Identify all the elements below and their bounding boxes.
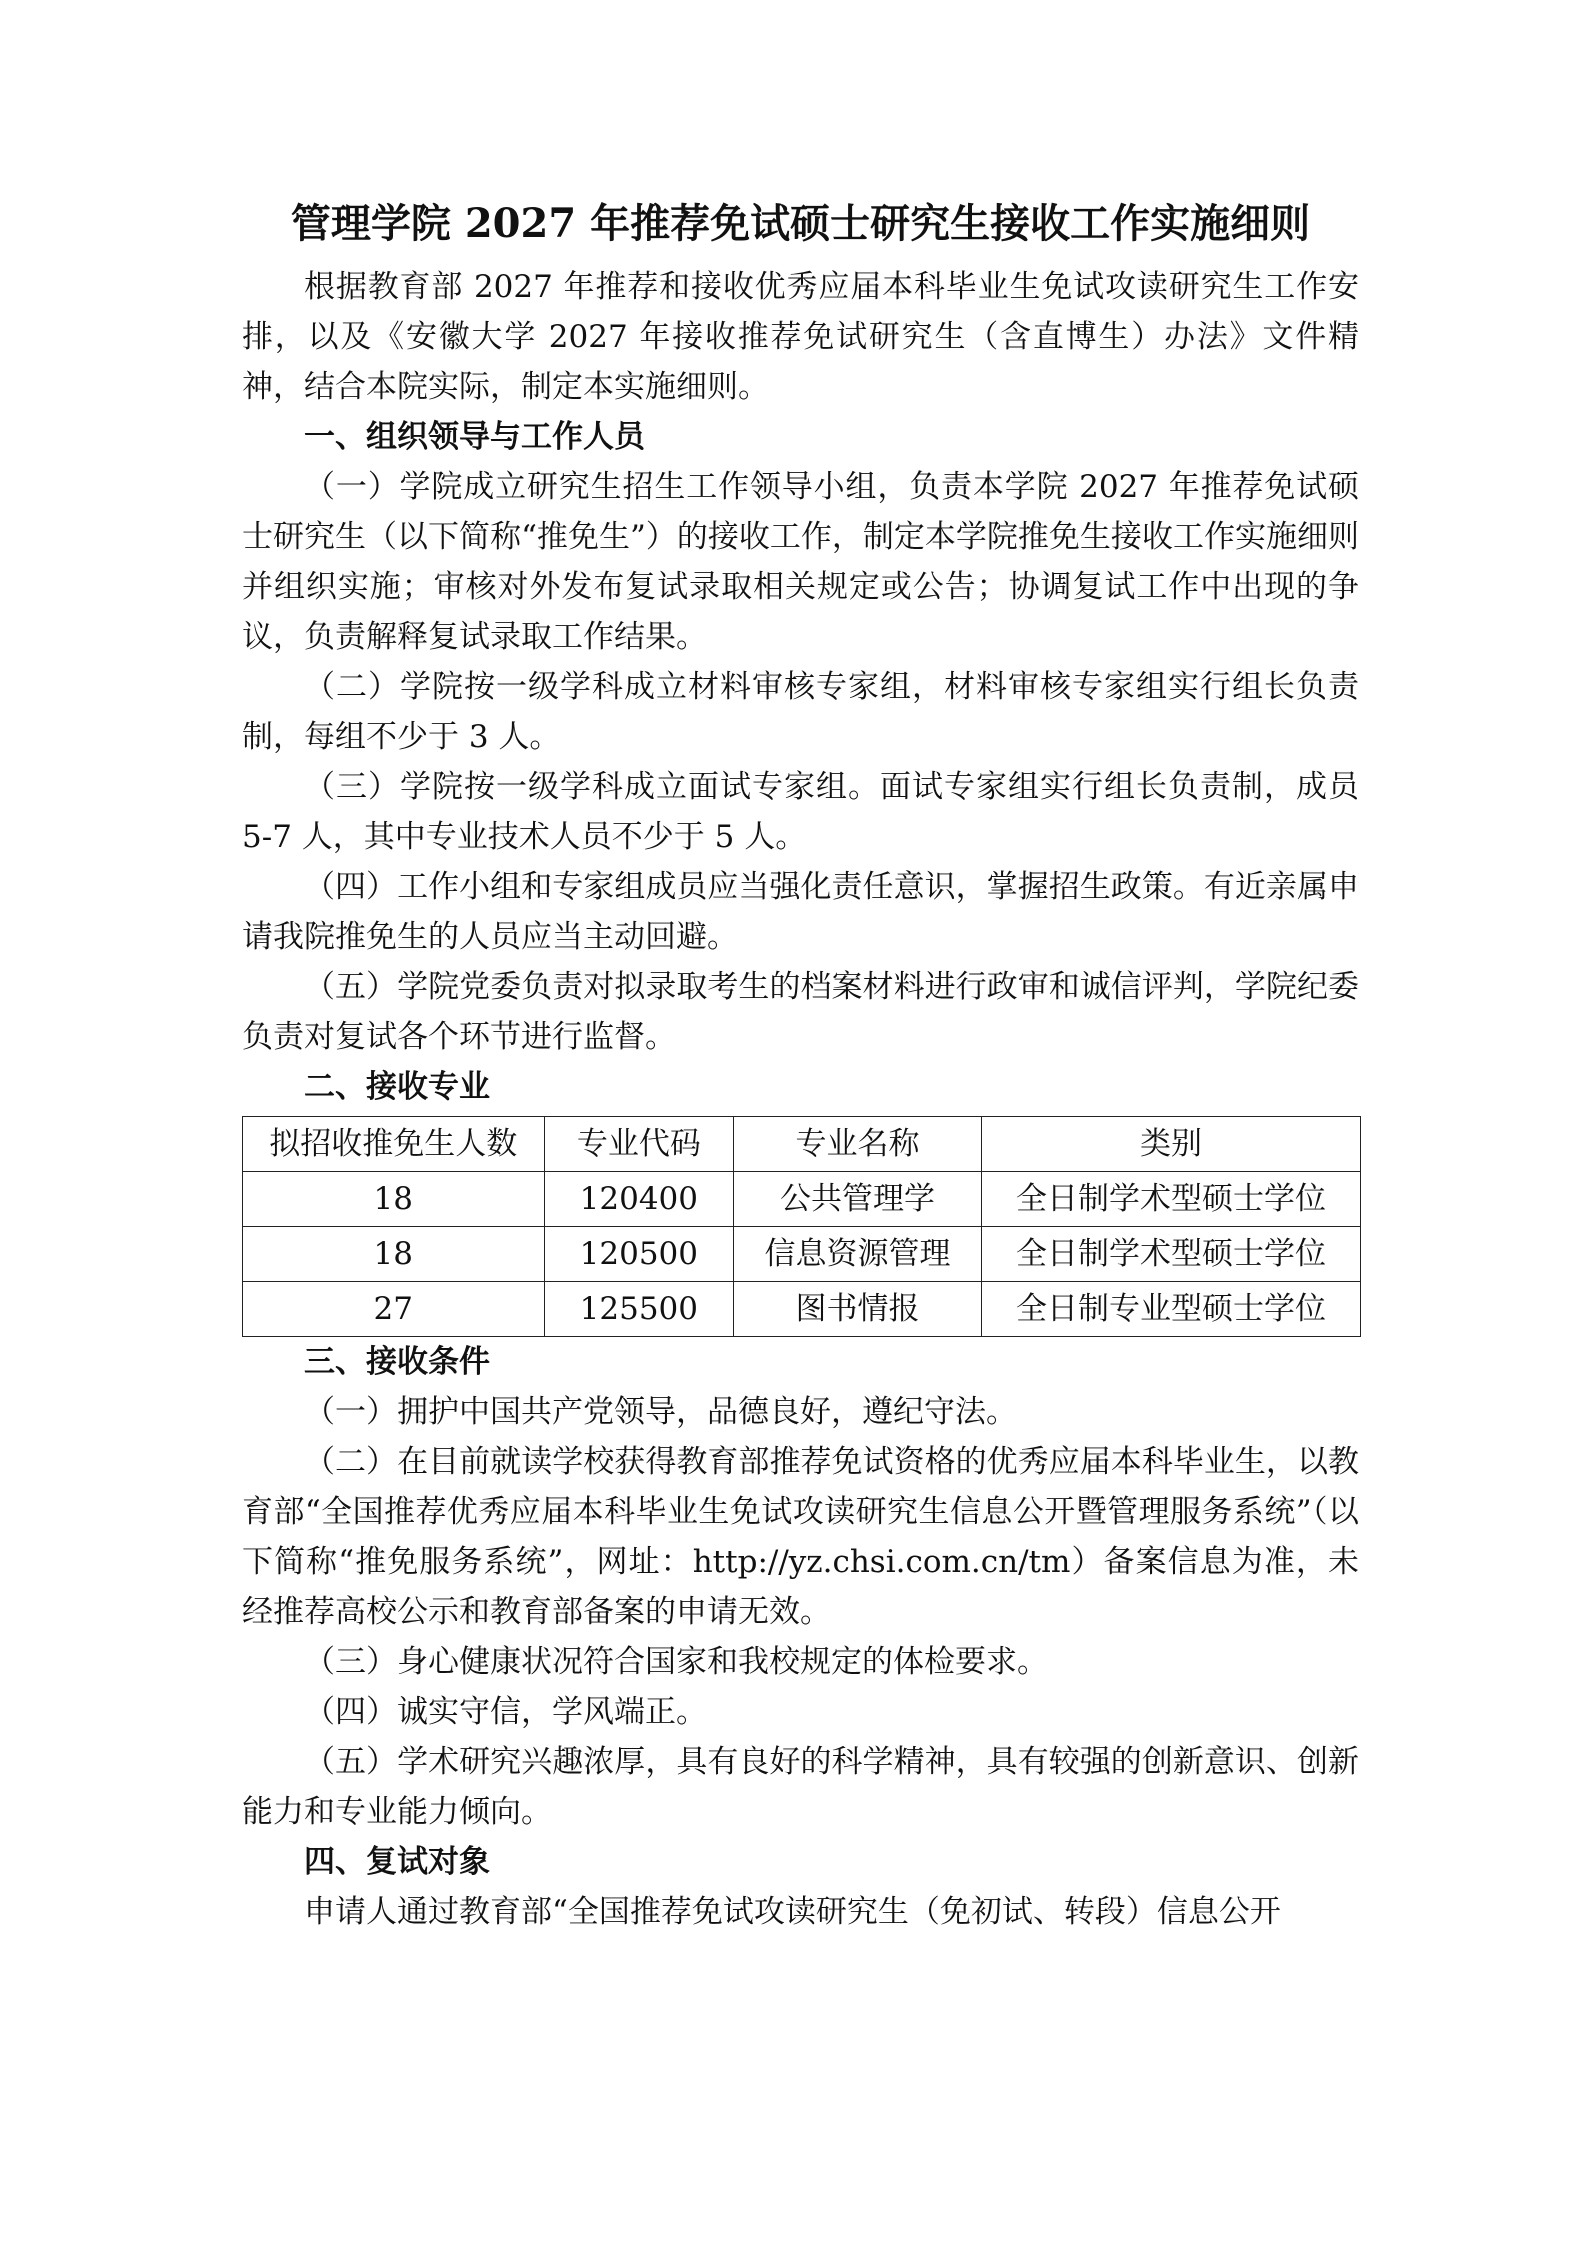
section1-item-1: （一）学院成立研究生招生工作领导小组，负责本学院 2027 年推荐免试硕士研究生（以下简称“推免生”）的接收工作，制定本学院推免生接收工作实施细则并组织实施；审核对外发布复试录取相关规定或公告；协调复试工作中出现的争议，负责解释复试录取工作结果。 <box>242 469 1359 655</box>
section1-item-4: （四）工作小组和专家组成员应当强化责任意识，掌握招生政策。有近亲属申请我院推免生的人员应当主动回避。 <box>242 869 1359 955</box>
section3-item-5: （五）学术研究兴趣浓厚，具有良好的科学精神，具有较强的创新意识、创新能力和专业能力倾向。 <box>242 1744 1359 1830</box>
section-heading-organization: 一、组织领导与工作人员 <box>304 419 645 455</box>
section3-item-3: （三）身心健康状况符合国家和我校规定的体检要求。 <box>304 1644 1048 1680</box>
table-cell: 120500 <box>544 1227 734 1282</box>
section-heading-conditions: 三、接收条件 <box>304 1344 490 1380</box>
section4-item-1: 申请人通过教育部“全国推荐免试攻读研究生（免初试、转段）信息公开 <box>304 1894 1281 1930</box>
table-row <box>243 1227 1361 1282</box>
table-header-cell: 专业代码 <box>544 1117 734 1172</box>
table-cell: 全日制专业型硕士学位 <box>981 1282 1360 1337</box>
table-cell: 27 <box>243 1282 545 1337</box>
section3-item-2: （二）在目前就读学校获得教育部推荐免试资格的优秀应届本科毕业生，以教育部“全国推荐优秀应届本科毕业生免试攻读研究生信息公开暨管理服务系统”（以下简称“推免服务系统”，网址：http://yz.chsi.com.cn/tm）备案信息为准，未经推荐高校公示和教育部备案的申请无效。 <box>242 1444 1359 1630</box>
intro-paragraph: 根据教育部 2027 年推荐和接收优秀应届本科毕业生免试攻读研究生工作安排，以及《安徽大学 2027 年接收推荐免试研究生（含直博生）办法》文件精神，结合本院实际，制定本实施细则。 <box>242 269 1359 405</box>
majors-table <box>242 1116 1361 1337</box>
section3-item-4: （四）诚实守信，学风端正。 <box>304 1694 707 1730</box>
table-cell: 120400 <box>544 1172 734 1227</box>
section3-item-1: （一）拥护中国共产党领导，品德良好，遵纪守法。 <box>304 1394 1017 1430</box>
table-header-row <box>243 1117 1361 1172</box>
table-cell: 全日制学术型硕士学位 <box>981 1227 1360 1282</box>
section1-item-3: （三）学院按一级学科成立面试专家组。面试专家组实行组长负责制，成员 5-7 人，其中专业技术人员不少于 5 人。 <box>242 769 1359 855</box>
section1-item-5: （五）学院党委负责对拟录取考生的档案材料进行政审和诚信评判，学院纪委负责对复试各个环节进行监督。 <box>242 969 1359 1055</box>
table-cell: 图书情报 <box>734 1282 982 1337</box>
document-title: 管理学院 2027 年推荐免试硕士研究生接收工作实施细则 <box>290 200 1311 247</box>
table-header-cell: 拟招收推免生人数 <box>243 1117 545 1172</box>
section-heading-reexam: 四、复试对象 <box>304 1844 490 1880</box>
section-heading-majors: 二、接收专业 <box>304 1069 490 1105</box>
table-header-cell: 专业名称 <box>734 1117 982 1172</box>
table-header-cell: 类别 <box>981 1117 1360 1172</box>
table-cell: 信息资源管理 <box>734 1227 982 1282</box>
table-row <box>243 1172 1361 1227</box>
table-cell: 125500 <box>544 1282 734 1337</box>
table-cell: 18 <box>243 1172 545 1227</box>
table-cell: 全日制学术型硕士学位 <box>981 1172 1360 1227</box>
section1-item-2: （二）学院按一级学科成立材料审核专家组，材料审核专家组实行组长负责制，每组不少于 3 人。 <box>242 669 1359 755</box>
table-row <box>243 1282 1361 1337</box>
table-cell: 18 <box>243 1227 545 1282</box>
table-cell: 公共管理学 <box>734 1172 982 1227</box>
